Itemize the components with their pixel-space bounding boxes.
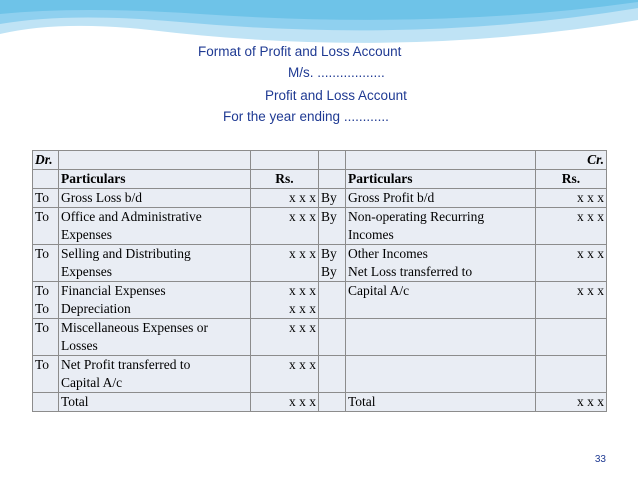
by-labels: By By <box>319 245 346 282</box>
period-line: For the year ending ............ <box>223 109 389 124</box>
credit-total-label: Total <box>346 393 536 412</box>
to-labels: To To <box>33 282 59 319</box>
credit-rs-header: Rs. <box>536 170 607 189</box>
debit-item: Selling and Distributing Expenses <box>59 245 251 282</box>
credit-item: Capital A/c <box>346 282 536 319</box>
to-label: To <box>33 208 59 245</box>
table-row-dr-cr <box>33 151 607 170</box>
profit-loss-table <box>32 150 607 412</box>
table-row <box>33 319 607 356</box>
debit-total-label: Total <box>59 393 251 412</box>
page-number: 33 <box>594 454 606 465</box>
firm-name-line: M/s. .................. <box>288 65 385 80</box>
debit-item: Gross Loss b/d <box>59 189 251 208</box>
by-label: By <box>319 208 346 245</box>
debit-amount: x x x <box>251 319 319 356</box>
debit-item: Office and Administrative Expenses <box>59 208 251 245</box>
to-label: To <box>33 319 59 356</box>
debit-particulars-header: Particulars <box>59 170 251 189</box>
debit-item: Miscellaneous Expenses or Losses <box>59 319 251 356</box>
credit-amount: x x x <box>536 245 607 282</box>
debit-total-amount: x x x <box>251 393 319 412</box>
table-row <box>33 356 607 393</box>
credit-amount: x x x <box>536 282 607 319</box>
table-header-row <box>33 170 607 189</box>
table-row <box>33 245 607 282</box>
credit-particulars-header: Particulars <box>346 170 536 189</box>
credit-amount: x x x <box>536 189 607 208</box>
debit-amount: x x x <box>251 189 319 208</box>
table-row <box>33 282 607 319</box>
debit-amount: x x x <box>251 245 319 282</box>
credit-total-amount: x x x <box>536 393 607 412</box>
debit-amount: x x x <box>251 356 319 393</box>
account-title: Profit and Loss Account <box>265 88 407 103</box>
credit-amount: x x x <box>536 208 607 245</box>
debit-item: Net Profit transferred to Capital A/c <box>59 356 251 393</box>
credit-item: Non-operating Recurring Incomes <box>346 208 536 245</box>
to-label: To <box>33 356 59 393</box>
dr-label: Dr. <box>33 151 59 170</box>
table-row <box>33 189 607 208</box>
credit-item: Other Incomes Net Loss transferred to <box>346 245 536 282</box>
table-row <box>33 208 607 245</box>
debit-amount: x x x <box>251 208 319 245</box>
debit-item: Financial Expenses Depreciation <box>59 282 251 319</box>
table-total-row <box>33 393 607 412</box>
credit-item: Gross Profit b/d <box>346 189 536 208</box>
to-label: To <box>33 245 59 282</box>
debit-amounts: x x x x x x <box>251 282 319 319</box>
slide-title: Format of Profit and Loss Account <box>198 44 402 59</box>
cr-label: Cr. <box>536 151 607 170</box>
to-label: To <box>33 189 59 208</box>
debit-rs-header: Rs. <box>251 170 319 189</box>
by-label: By <box>319 189 346 208</box>
